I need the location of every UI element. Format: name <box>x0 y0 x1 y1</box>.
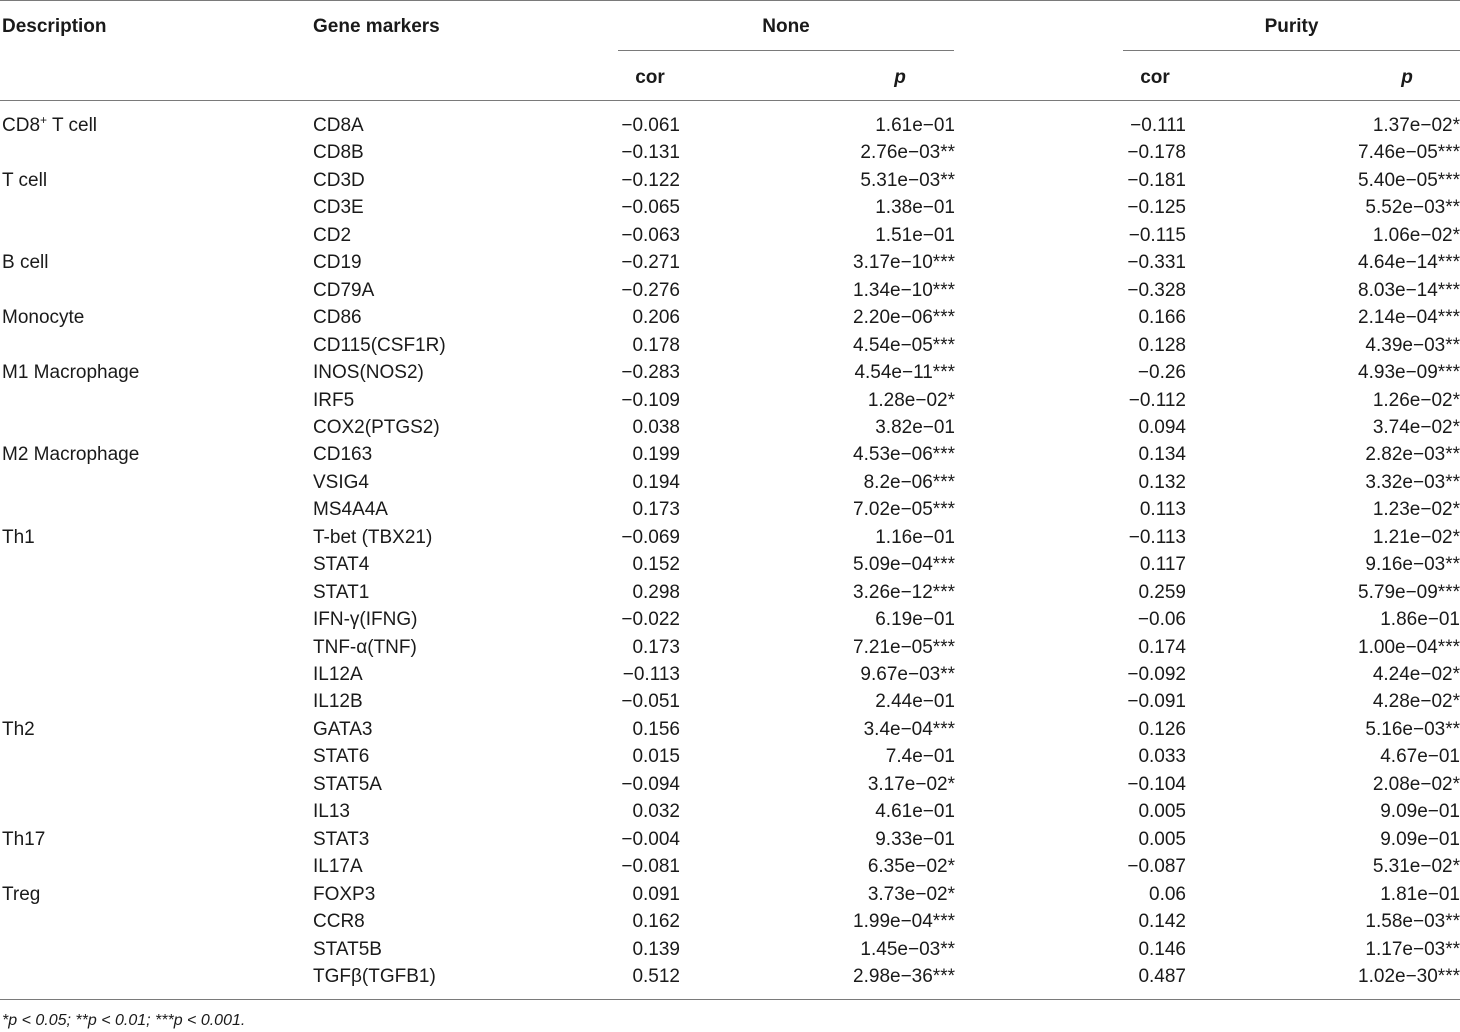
cell-gene-marker: CD86 <box>313 307 362 328</box>
cell-purity-cor: −0.06 <box>1137 609 1186 630</box>
cell-none-cor: 0.015 <box>632 746 680 767</box>
cell-none-cor: 0.139 <box>632 939 680 960</box>
cell-purity-cor: −0.26 <box>1137 362 1186 383</box>
cell-gene-marker: CD3E <box>313 197 364 218</box>
cell-none-cor: 0.206 <box>632 307 680 328</box>
cell-description: M1 Macrophage <box>2 362 140 383</box>
cell-purity-p: 9.09e−01 <box>1380 829 1460 850</box>
header-purity: Purity <box>1264 16 1319 37</box>
cell-purity-cor: −0.115 <box>1128 225 1186 246</box>
header-rule <box>0 100 1460 101</box>
cell-none-cor: 0.178 <box>632 335 680 356</box>
cell-purity-cor: −0.328 <box>1127 280 1186 301</box>
cell-purity-p: 4.67e−01 <box>1380 746 1460 767</box>
cell-purity-cor: −0.111 <box>1130 115 1186 136</box>
cell-none-cor: 0.512 <box>632 966 680 987</box>
cell-none-p: 1.45e−03** <box>860 939 955 960</box>
cell-gene-marker: CD2 <box>313 225 352 246</box>
cell-purity-cor: −0.181 <box>1127 170 1186 191</box>
cell-none-cor: −0.276 <box>621 280 680 301</box>
cell-none-cor: 0.173 <box>632 499 680 520</box>
cell-purity-cor: 0.005 <box>1138 829 1186 850</box>
cell-none-cor: 0.152 <box>632 554 680 575</box>
purity-group-rule <box>1123 50 1460 51</box>
cell-none-p: 3.26e−12*** <box>853 582 955 603</box>
cell-purity-cor: 0.117 <box>1139 554 1186 575</box>
cell-purity-cor: 0.132 <box>1138 472 1186 493</box>
cell-description: Treg <box>2 884 41 905</box>
cell-gene-marker: FOXP3 <box>313 884 376 905</box>
cell-gene-marker: IL17A <box>313 856 363 877</box>
cell-purity-cor: −0.178 <box>1127 142 1186 163</box>
cell-purity-p: 5.31e−02* <box>1372 856 1460 877</box>
cell-purity-p: 1.06e−02* <box>1372 225 1460 246</box>
cell-purity-p: 3.74e−02* <box>1372 417 1460 438</box>
cell-none-p: 9.33e−01 <box>875 829 955 850</box>
header-gene-markers: Gene markers <box>313 16 440 37</box>
cell-gene-marker: INOS(NOS2) <box>313 362 424 383</box>
cell-gene-marker: CD3D <box>313 170 365 191</box>
cell-purity-p: 5.52e−03** <box>1365 197 1460 218</box>
cell-purity-cor: 0.128 <box>1138 335 1186 356</box>
cell-purity-cor: 0.126 <box>1138 719 1186 740</box>
cell-none-cor: 0.199 <box>632 444 680 465</box>
cell-purity-p: 3.32e−03** <box>1365 472 1460 493</box>
cell-none-p: 2.98e−36*** <box>853 966 955 987</box>
cell-none-cor: −0.283 <box>621 362 680 383</box>
cell-purity-cor: 0.134 <box>1138 444 1186 465</box>
cell-gene-marker: STAT5A <box>313 774 382 795</box>
cell-none-cor: 0.162 <box>632 911 680 932</box>
cell-none-cor: −0.063 <box>621 225 680 246</box>
cell-none-cor: −0.109 <box>621 390 680 411</box>
cell-purity-p: 1.37e−02* <box>1372 115 1460 136</box>
header-purity-cor: cor <box>1140 67 1170 88</box>
cell-gene-marker: MS4A4A <box>313 499 388 520</box>
cell-none-cor: −0.094 <box>621 774 680 795</box>
none-group-rule <box>618 50 954 51</box>
cell-purity-p: 8.03e−14*** <box>1358 280 1460 301</box>
cell-gene-marker: CD163 <box>313 444 373 465</box>
cell-purity-p: 4.39e−03** <box>1365 335 1460 356</box>
cell-purity-cor: 0.033 <box>1138 746 1186 767</box>
cell-description: Monocyte <box>2 307 85 328</box>
cell-none-p: 5.31e−03** <box>860 170 955 191</box>
cell-purity-cor: −0.092 <box>1127 664 1186 685</box>
cell-purity-p: 9.16e−03** <box>1365 554 1460 575</box>
cell-gene-marker: COX2(PTGS2) <box>313 417 440 438</box>
cell-none-p: 1.34e−10*** <box>853 280 955 301</box>
cell-purity-p: 7.46e−05*** <box>1358 142 1460 163</box>
cell-purity-cor: 0.094 <box>1138 417 1186 438</box>
cell-description: Th1 <box>2 527 35 548</box>
cell-gene-marker: IL13 <box>313 801 350 822</box>
cell-purity-p: 1.17e−03** <box>1365 939 1460 960</box>
cell-gene-marker: IFN-γ(IFNG) <box>313 609 418 630</box>
cell-purity-cor: 0.142 <box>1138 911 1186 932</box>
cell-gene-marker: TGFβ(TGFB1) <box>313 966 436 987</box>
cell-purity-p: 4.93e−09*** <box>1358 362 1460 383</box>
top-rule <box>0 0 1460 1</box>
cell-gene-marker: CD79A <box>313 280 375 301</box>
cell-gene-marker: CD19 <box>313 252 362 273</box>
cell-purity-p: 2.08e−02* <box>1372 774 1460 795</box>
cell-purity-p: 5.16e−03** <box>1365 719 1460 740</box>
cell-gene-marker: STAT4 <box>313 554 370 575</box>
cell-purity-cor: −0.331 <box>1127 252 1186 273</box>
cell-gene-marker: STAT3 <box>313 829 370 850</box>
cell-gene-marker: T-bet (TBX21) <box>313 527 433 548</box>
cell-none-p: 4.61e−01 <box>875 801 955 822</box>
cell-purity-cor: 0.005 <box>1138 801 1186 822</box>
cell-description <box>2 115 97 137</box>
cell-description: Th2 <box>2 719 35 740</box>
cell-none-cor: −0.081 <box>621 856 680 877</box>
cell-purity-p: 1.26e−02* <box>1372 390 1460 411</box>
cell-description: T cell <box>2 170 48 191</box>
cell-purity-p: 4.64e−14*** <box>1358 252 1460 273</box>
cell-none-p: 1.99e−04*** <box>853 911 955 932</box>
cell-none-p: 2.76e−03** <box>860 142 955 163</box>
cell-purity-p: 1.86e−01 <box>1380 609 1460 630</box>
cell-none-p: 1.61e−01 <box>875 115 955 136</box>
cell-none-p: 7.4e−01 <box>885 746 955 767</box>
cell-purity-cor: 0.166 <box>1138 307 1186 328</box>
cell-purity-p: 5.79e−09*** <box>1358 582 1460 603</box>
cell-none-p: 4.54e−11*** <box>854 362 955 383</box>
cell-purity-p: 5.40e−05*** <box>1358 170 1460 191</box>
cell-none-p: 1.51e−01 <box>875 225 955 246</box>
cell-purity-cor: −0.104 <box>1127 774 1186 795</box>
cell-gene-marker: STAT1 <box>313 582 370 603</box>
cell-gene-marker: VSIG4 <box>313 472 369 493</box>
cell-purity-cor: −0.125 <box>1127 197 1186 218</box>
cell-gene-marker: STAT5B <box>313 939 382 960</box>
cell-none-cor: 0.298 <box>632 582 680 603</box>
description-superscript: + <box>40 113 48 127</box>
cell-none-p: 8.2e−06*** <box>863 472 955 493</box>
cell-gene-marker: CCR8 <box>313 911 365 932</box>
cell-description: B cell <box>2 252 49 273</box>
header-none-p: p <box>894 67 906 88</box>
cell-gene-marker: TNF-α(TNF) <box>313 637 417 658</box>
cell-purity-p: 1.02e−30*** <box>1358 966 1460 987</box>
cell-purity-cor: −0.087 <box>1127 856 1186 877</box>
cell-none-p: 1.28e−02* <box>867 390 955 411</box>
cell-none-cor: −0.069 <box>621 527 680 548</box>
cell-none-p: 7.02e−05*** <box>853 499 955 520</box>
cell-gene-marker: CD8A <box>313 115 364 136</box>
cell-none-cor: −0.131 <box>621 142 680 163</box>
cell-purity-cor: −0.091 <box>1127 691 1186 712</box>
cell-purity-cor: 0.146 <box>1138 939 1186 960</box>
cell-none-cor: 0.032 <box>632 801 680 822</box>
cell-gene-marker: CD115(CSF1R) <box>313 335 446 356</box>
cell-gene-marker: IRF5 <box>313 390 355 411</box>
cell-purity-p: 1.23e−02* <box>1372 499 1460 520</box>
cell-purity-p: 9.09e−01 <box>1380 801 1460 822</box>
cell-none-p: 1.38e−01 <box>875 197 955 218</box>
cell-none-p: 3.17e−10*** <box>853 252 955 273</box>
cell-purity-p: 1.58e−03** <box>1365 911 1460 932</box>
cell-purity-p: 1.21e−02* <box>1372 527 1460 548</box>
cell-none-cor: −0.122 <box>621 170 680 191</box>
cell-gene-marker: GATA3 <box>313 719 373 740</box>
cell-none-cor: 0.091 <box>632 884 680 905</box>
cell-none-p: 4.53e−06*** <box>853 444 955 465</box>
cell-none-p: 1.16e−01 <box>875 527 955 548</box>
cell-purity-p: 1.81e−01 <box>1380 884 1460 905</box>
cell-none-cor: −0.051 <box>621 691 680 712</box>
footnote: *p < 0.05; **p < 0.01; ***p < 0.001. <box>2 1012 246 1029</box>
cell-none-p: 6.19e−01 <box>875 609 955 630</box>
cell-none-p: 5.09e−04*** <box>853 554 955 575</box>
cell-none-p: 4.54e−05*** <box>853 335 955 356</box>
cell-gene-marker: STAT6 <box>313 746 370 767</box>
cell-purity-p: 2.14e−04*** <box>1358 307 1460 328</box>
cell-purity-cor: 0.487 <box>1138 966 1186 987</box>
cell-description: Th17 <box>2 829 46 850</box>
cell-none-cor: 0.173 <box>632 637 680 658</box>
cell-none-p: 2.44e−01 <box>875 691 955 712</box>
cell-none-cor: −0.271 <box>621 252 680 273</box>
cell-purity-cor: −0.112 <box>1128 390 1186 411</box>
cell-none-p: 3.17e−02* <box>867 774 955 795</box>
header-purity-p: p <box>1401 67 1413 88</box>
description-text: CD8 <box>2 115 41 136</box>
cell-purity-p: 4.24e−02* <box>1372 664 1460 685</box>
cell-gene-marker: IL12B <box>313 691 363 712</box>
cell-none-cor: −0.113 <box>622 664 680 685</box>
cell-purity-cor: 0.259 <box>1138 582 1186 603</box>
cell-purity-cor: 0.174 <box>1138 637 1186 658</box>
cell-description: M2 Macrophage <box>2 444 140 465</box>
cell-none-cor: 0.194 <box>632 472 680 493</box>
cell-none-cor: 0.038 <box>632 417 680 438</box>
cell-none-p: 9.67e−03** <box>860 664 955 685</box>
cell-none-cor: −0.004 <box>621 829 680 850</box>
cell-gene-marker: IL12A <box>313 664 363 685</box>
cell-purity-cor: 0.113 <box>1139 499 1186 520</box>
cell-none-p: 3.4e−04*** <box>863 719 955 740</box>
cell-none-p: 2.20e−06*** <box>853 307 955 328</box>
cell-none-p: 3.73e−02* <box>867 884 955 905</box>
cell-none-p: 3.82e−01 <box>875 417 955 438</box>
cell-none-cor: 0.156 <box>632 719 680 740</box>
description-suffix: T cell <box>47 115 98 136</box>
cell-purity-cor: −0.113 <box>1128 527 1186 548</box>
cell-purity-p: 2.82e−03** <box>1365 444 1460 465</box>
cell-none-cor: −0.022 <box>621 609 680 630</box>
header-none-cor: cor <box>635 67 665 88</box>
header-none: None <box>762 16 810 37</box>
cell-none-p: 7.21e−05*** <box>853 637 955 658</box>
cell-none-cor: −0.065 <box>621 197 680 218</box>
bottom-rule <box>0 999 1460 1000</box>
cell-gene-marker: CD8B <box>313 142 364 163</box>
cell-none-p: 6.35e−02* <box>867 856 955 877</box>
cell-purity-p: 4.28e−02* <box>1372 691 1460 712</box>
cell-purity-p: 1.00e−04*** <box>1358 637 1460 658</box>
header-description: Description <box>2 16 107 37</box>
cell-purity-cor: 0.06 <box>1149 884 1186 905</box>
cell-none-cor: −0.061 <box>621 115 680 136</box>
